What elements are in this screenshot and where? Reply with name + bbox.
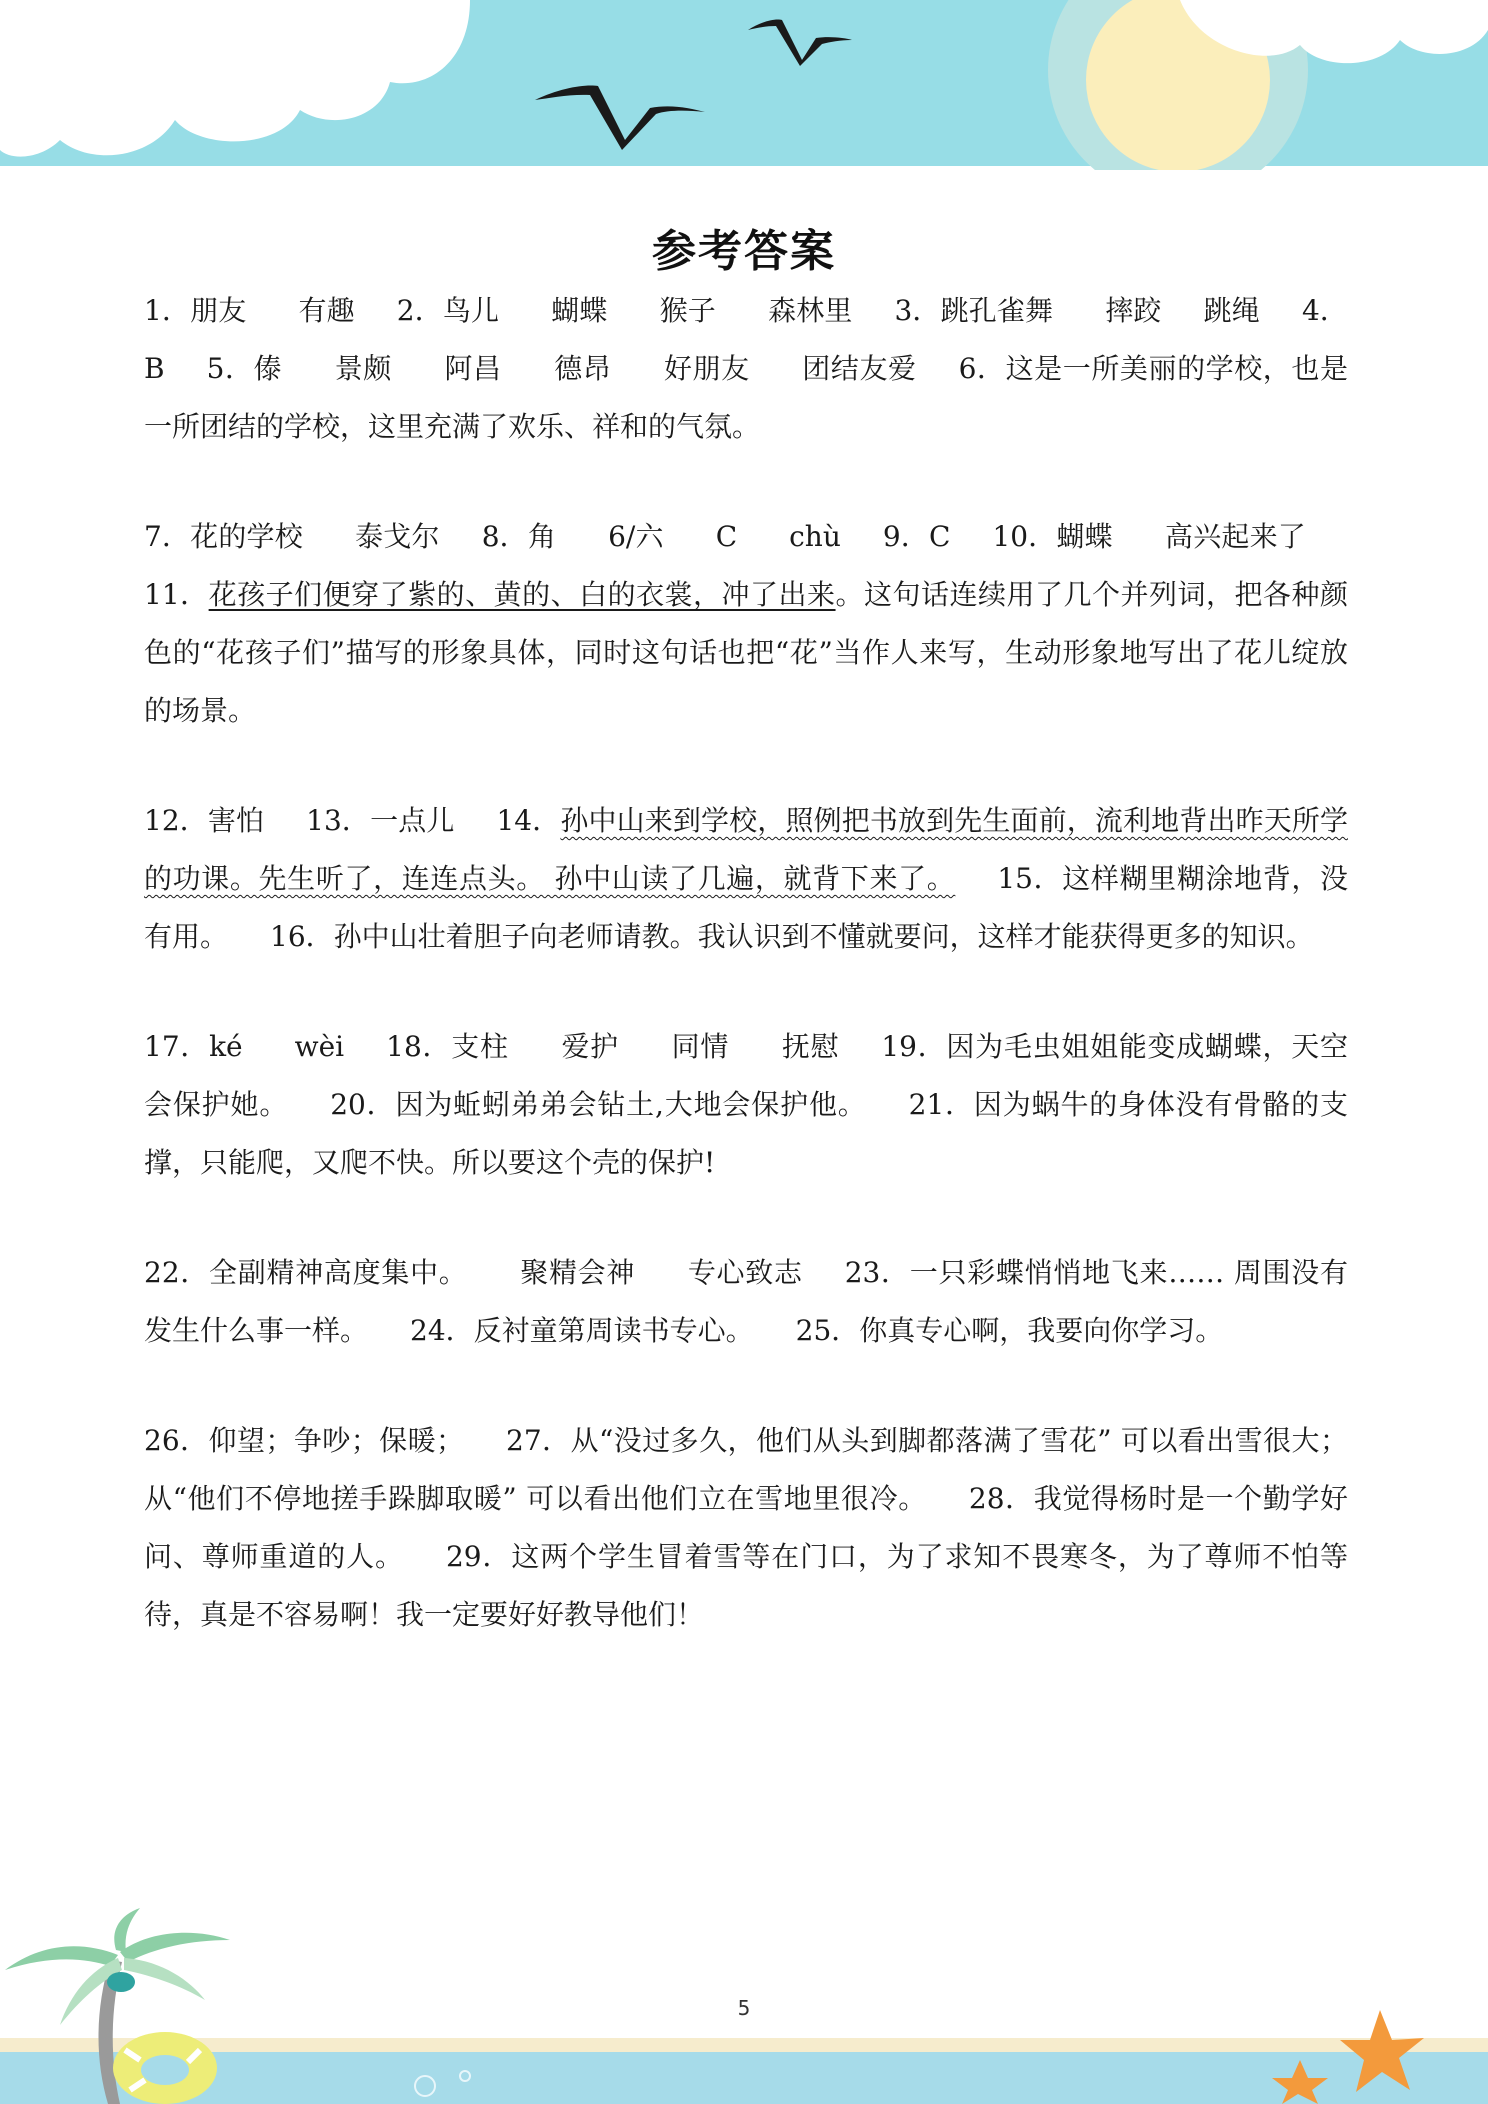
answer-10b: 高兴起来了 xyxy=(1164,520,1306,553)
answer-24: 24．反衬童第周读书专心。 xyxy=(410,1314,754,1347)
answer-18d: 抚慰 xyxy=(781,1030,840,1063)
answer-1: 1．朋友 xyxy=(144,294,247,327)
footer-decoration xyxy=(0,1900,1488,2104)
answer-3c: 跳绳 xyxy=(1203,294,1260,327)
answer-5c: 阿昌 xyxy=(443,352,502,385)
answer-paragraph-5 xyxy=(144,1244,1348,1360)
answer-4: 4．B xyxy=(144,294,1348,385)
answer-29: 29．这两个学生冒着雪等在门口，为了求知不畏寒冬，为了尊师不怕等待，真是不容易啊！我一定要好好教导他们！ xyxy=(144,1540,1348,1631)
answer-26: 26．仰望；争吵；保暖； xyxy=(144,1424,465,1457)
answer-20: 20．因为蚯蚓弟弟会钻土,大地会保护他。 xyxy=(330,1088,867,1121)
answer-11-label: 11． xyxy=(144,578,209,611)
answer-22: 22．全副精神高度集中。 xyxy=(144,1256,468,1289)
answer-paragraph-6 xyxy=(144,1412,1348,1644)
answer-16: 16．孙中山壮着胆子向老师请教。我认识到不懂就要问，这样才能获得更多的知识。 xyxy=(270,920,1314,953)
answer-8c: C xyxy=(715,520,738,553)
answer-18: 18．支柱 xyxy=(386,1030,509,1063)
answer-8b: 6/六 xyxy=(608,520,664,553)
answer-17: 17．ké xyxy=(144,1030,243,1063)
swim-ring-icon xyxy=(113,2032,217,2104)
answer-1b: 有趣 xyxy=(298,294,355,327)
answer-17b: wèi xyxy=(294,1030,345,1063)
answer-14-label: 14． xyxy=(496,804,561,837)
answer-3b: 摔跤 xyxy=(1105,294,1162,327)
answer-5: 5．傣 xyxy=(206,352,283,385)
answer-2b: 蝴蝶 xyxy=(551,294,608,327)
answer-7: 7．花的学校 xyxy=(144,520,303,553)
answer-paragraph-4 xyxy=(144,1018,1348,1192)
answer-5e: 好朋友 xyxy=(663,352,750,385)
answer-paragraph-3 xyxy=(144,792,1348,966)
answer-10: 10．蝴蝶 xyxy=(992,520,1113,553)
page-number: 5 xyxy=(737,1996,751,2020)
answer-2c: 猴子 xyxy=(659,294,716,327)
answer-15: 15．这样糊里糊涂地背，没有用。 xyxy=(144,862,1348,953)
answer-14-wavy: 孙中山来到学校，照例把书放到先生面前，流利地背出昨天所学的功课。先生听了，连连点头。 孙中山读了几遍，就背下来了。 xyxy=(144,804,1348,895)
answer-19: 19．因为毛虫姐姐能变成蝴蝶，天空会保护她。 xyxy=(144,1030,1348,1121)
answer-7b: 泰戈尔 xyxy=(354,520,440,553)
page-title: 参考答案 xyxy=(652,226,836,277)
answer-22c: 专心致志 xyxy=(687,1256,803,1289)
answer-paragraph-2 xyxy=(144,508,1348,740)
answer-6: 6．这是一所美丽的学校，也是一所团结的学校，这里充满了欢乐、祥和的气氛。 xyxy=(144,352,1348,443)
answer-12: 12．害怕 xyxy=(144,804,265,837)
answer-9: 9．C xyxy=(882,520,951,553)
answer-13: 13．一点儿 xyxy=(306,804,455,837)
answer-25: 25．你真专心啊，我要向你学习。 xyxy=(795,1314,1224,1347)
header-decoration xyxy=(0,0,1488,170)
answer-18c: 同情 xyxy=(670,1030,730,1063)
answer-11-underlined: 花孩子们便穿了紫的、黄的、白的衣裳，冲了出来 xyxy=(208,578,836,611)
answer-11-rest: 。这句话连续用了几个并列词，把各种颜色的“花孩子们”描写的形象具体，同时这句话也把“花”当作人来写，生动形象地写出了花儿绽放的场景。 xyxy=(144,578,1348,727)
answer-22b: 聚精会神 xyxy=(519,1256,636,1289)
answer-23: 23．一只彩蝶悄悄地飞来…… 周围没有发生什么事一样。 xyxy=(144,1256,1348,1347)
answer-5b: 景颇 xyxy=(334,352,392,385)
answer-3: 3．跳孔雀舞 xyxy=(894,294,1054,327)
answer-8d: chù xyxy=(789,520,841,553)
answer-27: 27．从“没过多久，他们从头到脚都落满了雪花” 可以看出雪很大；从“他们不停地搓手跺脚取暖” 可以看出他们立在雪地里很冷。 xyxy=(144,1424,1348,1515)
answer-paragraph-1 xyxy=(144,282,1348,456)
answer-21: 21．因为蜗牛的身体没有骨骼的支撑，只能爬，又爬不快。所以要这个壳的保护! xyxy=(144,1088,1348,1179)
answer-content xyxy=(144,282,1348,1696)
answer-8: 8．角 xyxy=(481,520,557,553)
answer-5f: 团结友爱 xyxy=(801,352,917,385)
answer-2: 2．鸟儿 xyxy=(396,294,500,327)
answer-18b: 爱护 xyxy=(560,1030,619,1063)
answer-28: 28．我觉得杨时是一个勤学好问、尊师重道的人。 xyxy=(144,1482,1348,1573)
answer-5d: 德昂 xyxy=(553,352,612,385)
answer-2d: 森林里 xyxy=(767,294,853,327)
